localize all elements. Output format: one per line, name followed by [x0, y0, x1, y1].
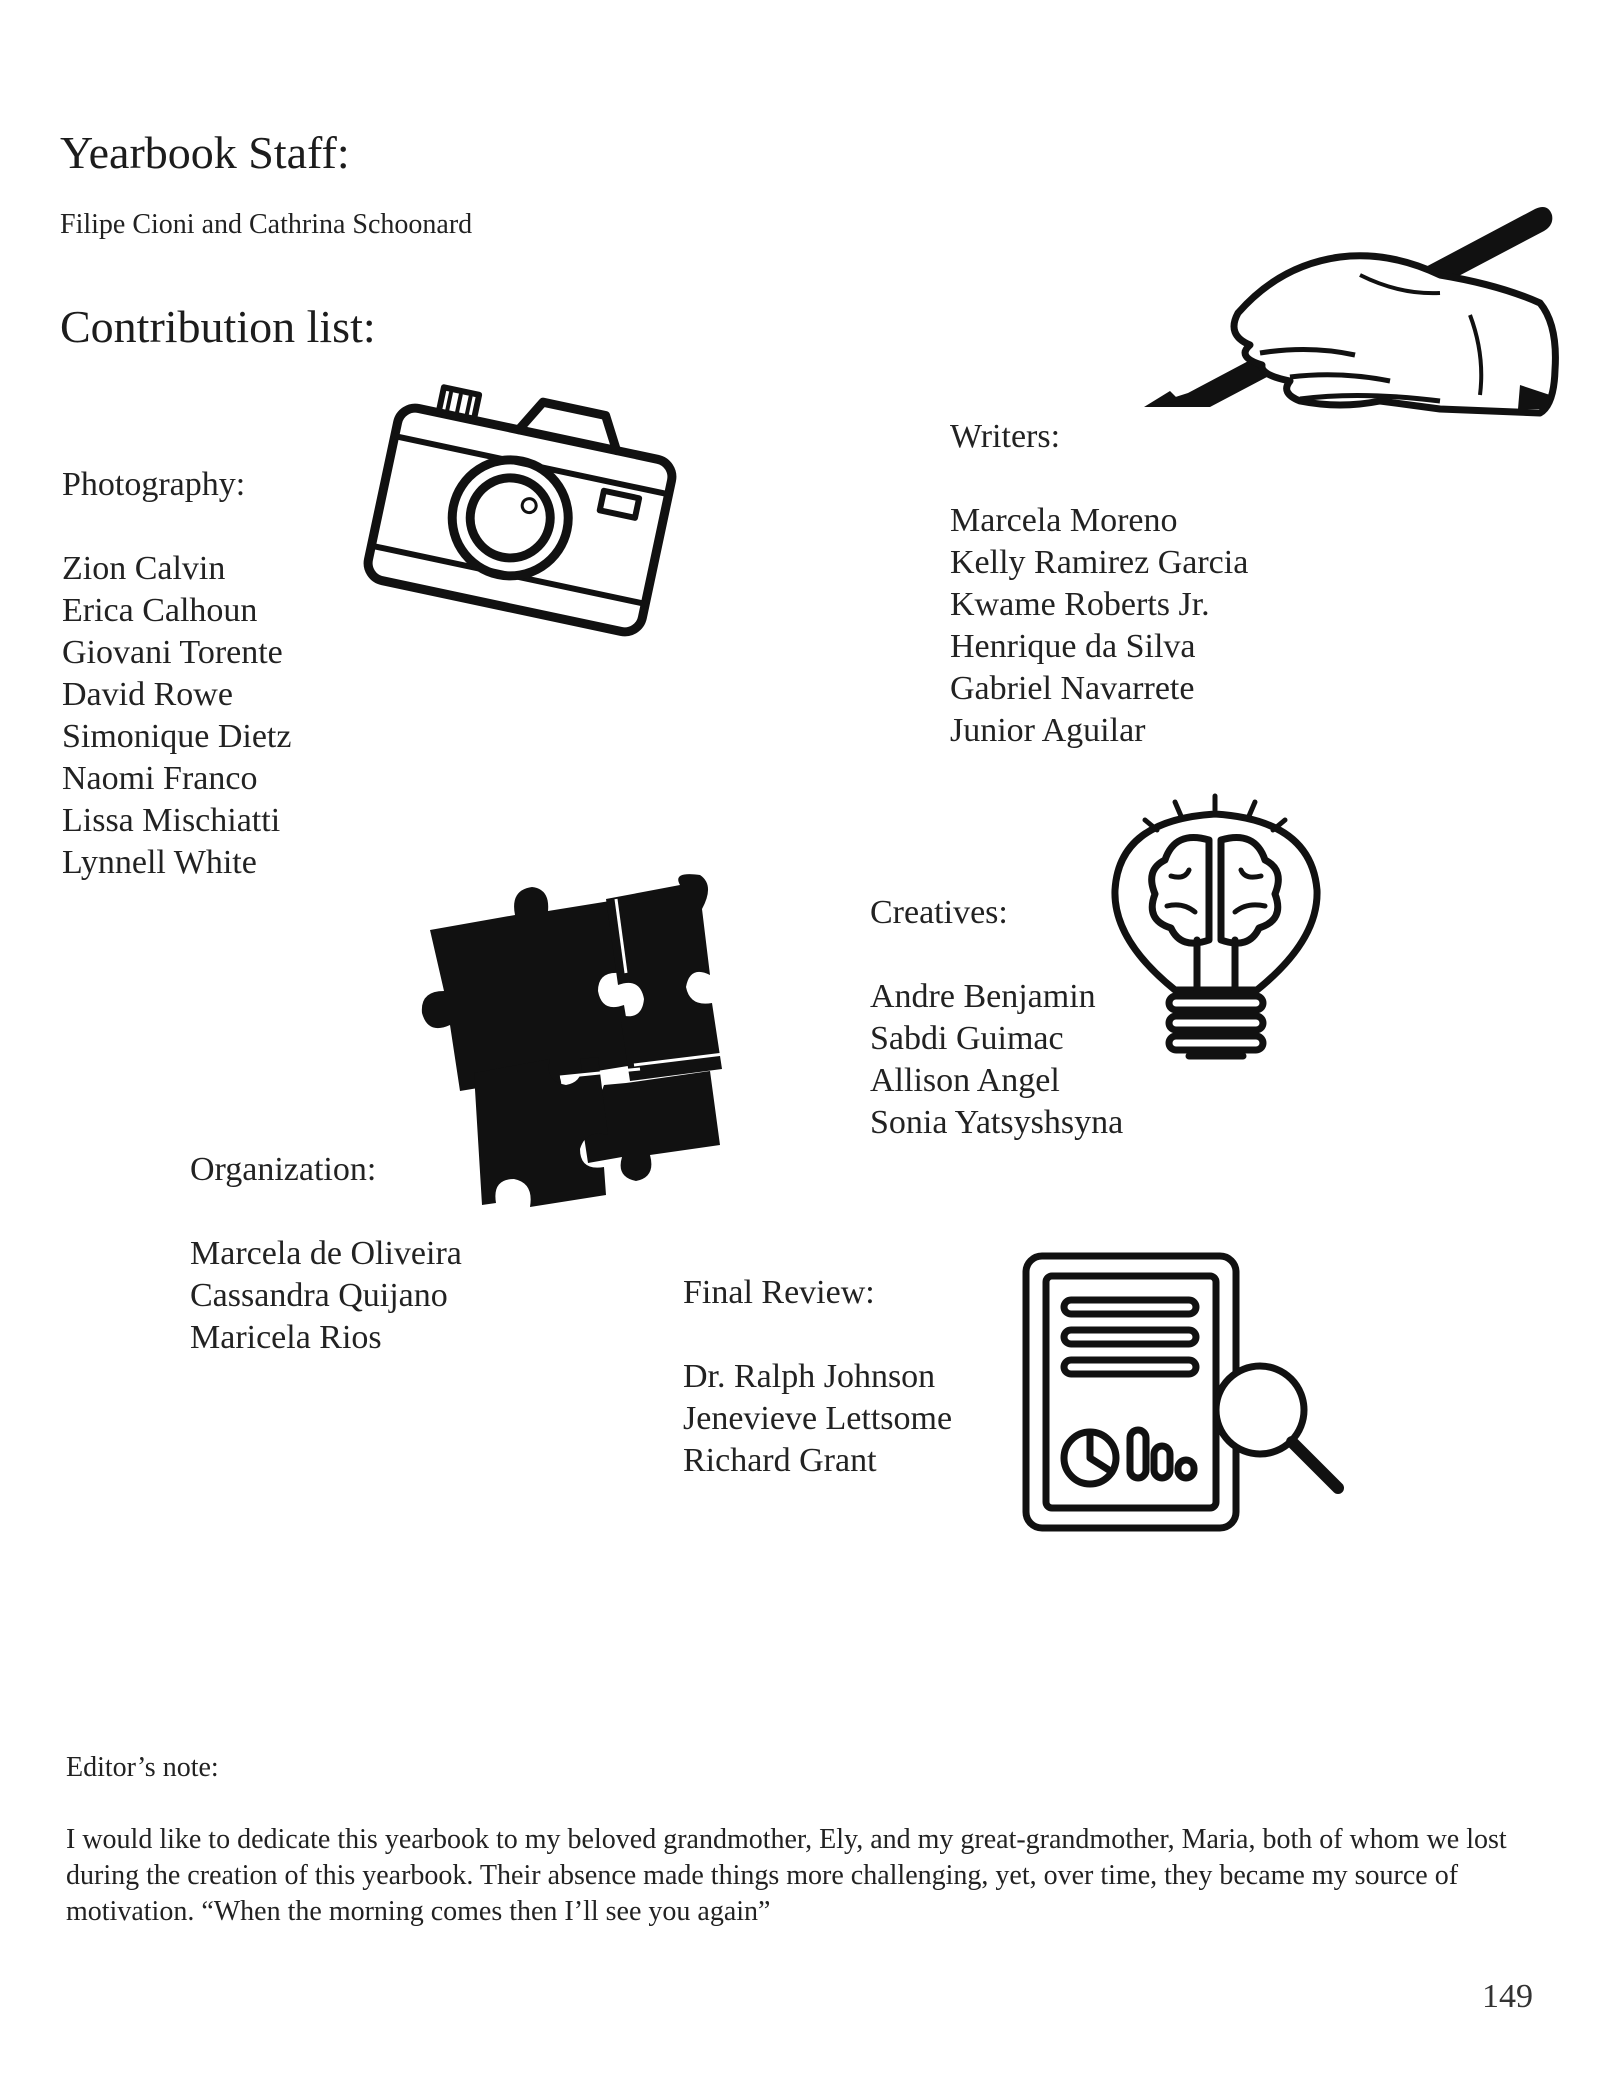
list-item: Henrique da Silva	[950, 627, 1196, 665]
final-review-section	[683, 1273, 952, 1482]
list-item: Simonique Dietz	[62, 717, 292, 755]
list-item: Lissa Mischiatti	[62, 801, 281, 839]
creatives-label: Creatives:	[870, 894, 1008, 931]
list-item: Zion Calvin	[62, 549, 226, 587]
final-review-label: Final Review:	[683, 1274, 875, 1311]
lightbulb-brain-icon	[1105, 790, 1335, 1090]
photography-label: Photography:	[62, 466, 246, 503]
list-item: Giovani Torente	[62, 633, 283, 671]
staff-heading: Yearbook Staff:	[60, 127, 350, 178]
list-item: Kwame Roberts Jr.	[950, 585, 1210, 623]
puzzle-icon	[420, 875, 720, 1225]
list-item: Sabdi Guimac	[870, 1019, 1064, 1057]
creatives-list	[870, 976, 1123, 1144]
contribution-heading: Contribution list:	[60, 301, 376, 352]
list-item: Naomi Franco	[62, 759, 258, 797]
list-item: Lynnell White	[62, 843, 257, 881]
photography-section	[62, 465, 291, 884]
list-item: Marcela Moreno	[950, 501, 1178, 539]
list-item: Marcela de Oliveira	[190, 1234, 462, 1272]
editor-note-title: Editor’s note:	[66, 1752, 219, 1783]
staff-names: Filipe Cioni and Cathrina Schoonard	[60, 209, 473, 240]
list-item: Kelly Ramirez Garcia	[950, 543, 1249, 581]
organization-list	[190, 1233, 462, 1359]
final-review-list	[683, 1356, 952, 1482]
list-item: Junior Aguilar	[950, 711, 1146, 749]
list-item: Sonia Yatsyshsyna	[870, 1103, 1124, 1141]
list-item: Andre Benjamin	[870, 977, 1096, 1015]
writers-list	[950, 500, 1248, 752]
list-item: Richard Grant	[683, 1441, 877, 1479]
list-item: Dr. Ralph Johnson	[683, 1357, 936, 1395]
list-item: David Rowe	[62, 675, 233, 713]
writers-label: Writers:	[950, 418, 1061, 455]
camera-icon	[360, 380, 680, 660]
writers-section	[950, 417, 1248, 752]
creatives-section	[870, 893, 1123, 1144]
list-item: Jenevieve Lettsome	[683, 1399, 953, 1437]
list-item: Gabriel Navarrete	[950, 669, 1195, 707]
organization-label: Organization:	[190, 1151, 377, 1188]
page-number: 149	[1482, 1978, 1533, 2015]
hand-writing-icon	[1140, 195, 1560, 420]
list-item: Erica Calhoun	[62, 591, 258, 629]
editor-note-body: I would like to dedicate this yearbook to my beloved grandmother, Ely, and my great-grandmother, Maria, both of whom we lost during the creation of this yearbook. Their absence made things more challenging, yet, over time, they became my source of motivation. “When the morning comes then I’ll see you again”	[66, 1824, 1507, 1927]
report-magnifier-icon	[1020, 1250, 1350, 1540]
list-item: Cassandra Quijano	[190, 1276, 448, 1314]
photography-list	[62, 548, 291, 884]
list-item: Maricela Rios	[190, 1318, 382, 1356]
list-item: Allison Angel	[870, 1061, 1060, 1099]
